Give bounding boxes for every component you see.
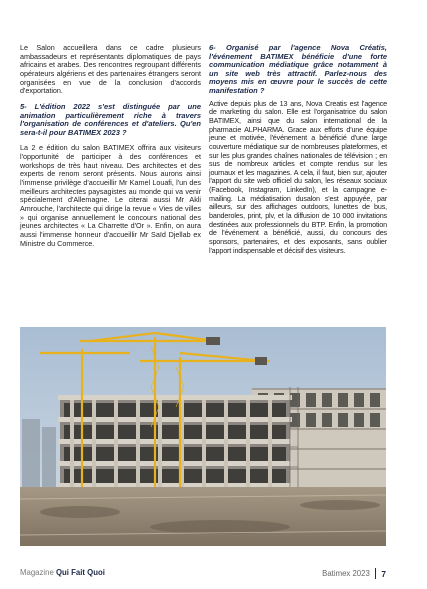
footer-divider (375, 568, 377, 579)
intro-paragraph: Le Salon accueillera dans ce cadre plusieurs ambassadeurs et représentants diplomatiques de pays africains et arabes. Des rencontres regroupant différents opérateurs algériens et des partenaires étrangers seront organisées en vue de la conclusion d'accords d'exportation. (20, 43, 201, 96)
answer-5-paragraph: La 2 e édition du salon BATIMEX offrira aux visiteurs l'opportunité de participer à des conférences et workshops de très haut niveau. Des architectes et des experts de renom seront présents. Nous aurons ainsi l'immense privilège d'accueillir Mr Kamel Louafi, l'un des meilleurs architectes paysagistes au monde qui va venir spécialement d'Allemagne. Le citerai aussi Mr Akli Amrouche, l'architecte qui dirige la revue « Vies de villes » qui organise annuellement le concours national des jeunes architectes « La Charrette d'Or ». Enfin, on aura aussi l'immense honneur d'accueillir Mr Saïd Djellab ex Ministre du Commerce. (20, 143, 201, 248)
left-column (20, 44, 201, 248)
right-column (209, 44, 387, 255)
page-number: 7 (381, 568, 386, 579)
magazine-prefix: Magazine (20, 568, 54, 577)
construction-site-photo (20, 327, 386, 546)
issue-label: Batimex 2023 (322, 569, 370, 578)
magazine-title: Qui Fait Quoi (55, 568, 105, 577)
question-6-heading: 6- Organisé par l'agence Nova Créatis, l'événement BATIMEX bénéficie d'une forte communication médiatique grâce notamment à un site web très attractif. Parlez-nous des moyens mis en œuvre pour le succès de cette manifestation ? (209, 43, 387, 95)
construction-site-illustration (20, 327, 386, 546)
answer-6-paragraph: Active depuis plus de 13 ans, Nova Creatis est l'agence de marketing du salon. Elle est l'organisatrice du salon BATIMEX, ainsi que du salon international de la pharmacie ALPHARMA. Grace aux efforts d'une équipe jeune et motivée, l'événement a bénéficié d'une large couverture médiatique sur de nombreuses plateformes, et sur les plus grandes chaînes nationales de télévision ; en sus de nombreux articles et compte rendus sur les journaux et les magazines. A cela, il faut, bien sur, ajouter l'apport du site web officiel du salon, les réseaux sociaux (Facebook, Instagram, LinkedIn), et la campagne e-mailing. La médiatisation dusalon s'est appuyée, par ailleurs, sur des affichages outdoors, lunettes de bus, banderoles, print, plv, et la diffusion de 10 000 invitations destinées aux professionnels du BTP. Enfin, la promotion de l'événement a bénéficié, aussi, du concours des sponsors, partenaires, et des exposants, sans oublier l'apport indispensable et décisif des visiteurs. (209, 98, 387, 255)
question-5-heading: 5- L'édition 2022 s'est distinguée par une animation particulièrement riche à travers l'organisation de conférences et d'ateliers. Qu'en sera-t-il pour BATIMEX 2023 ? (20, 101, 201, 137)
footer-magazine-name (20, 568, 105, 577)
footer-page-info (322, 568, 386, 579)
